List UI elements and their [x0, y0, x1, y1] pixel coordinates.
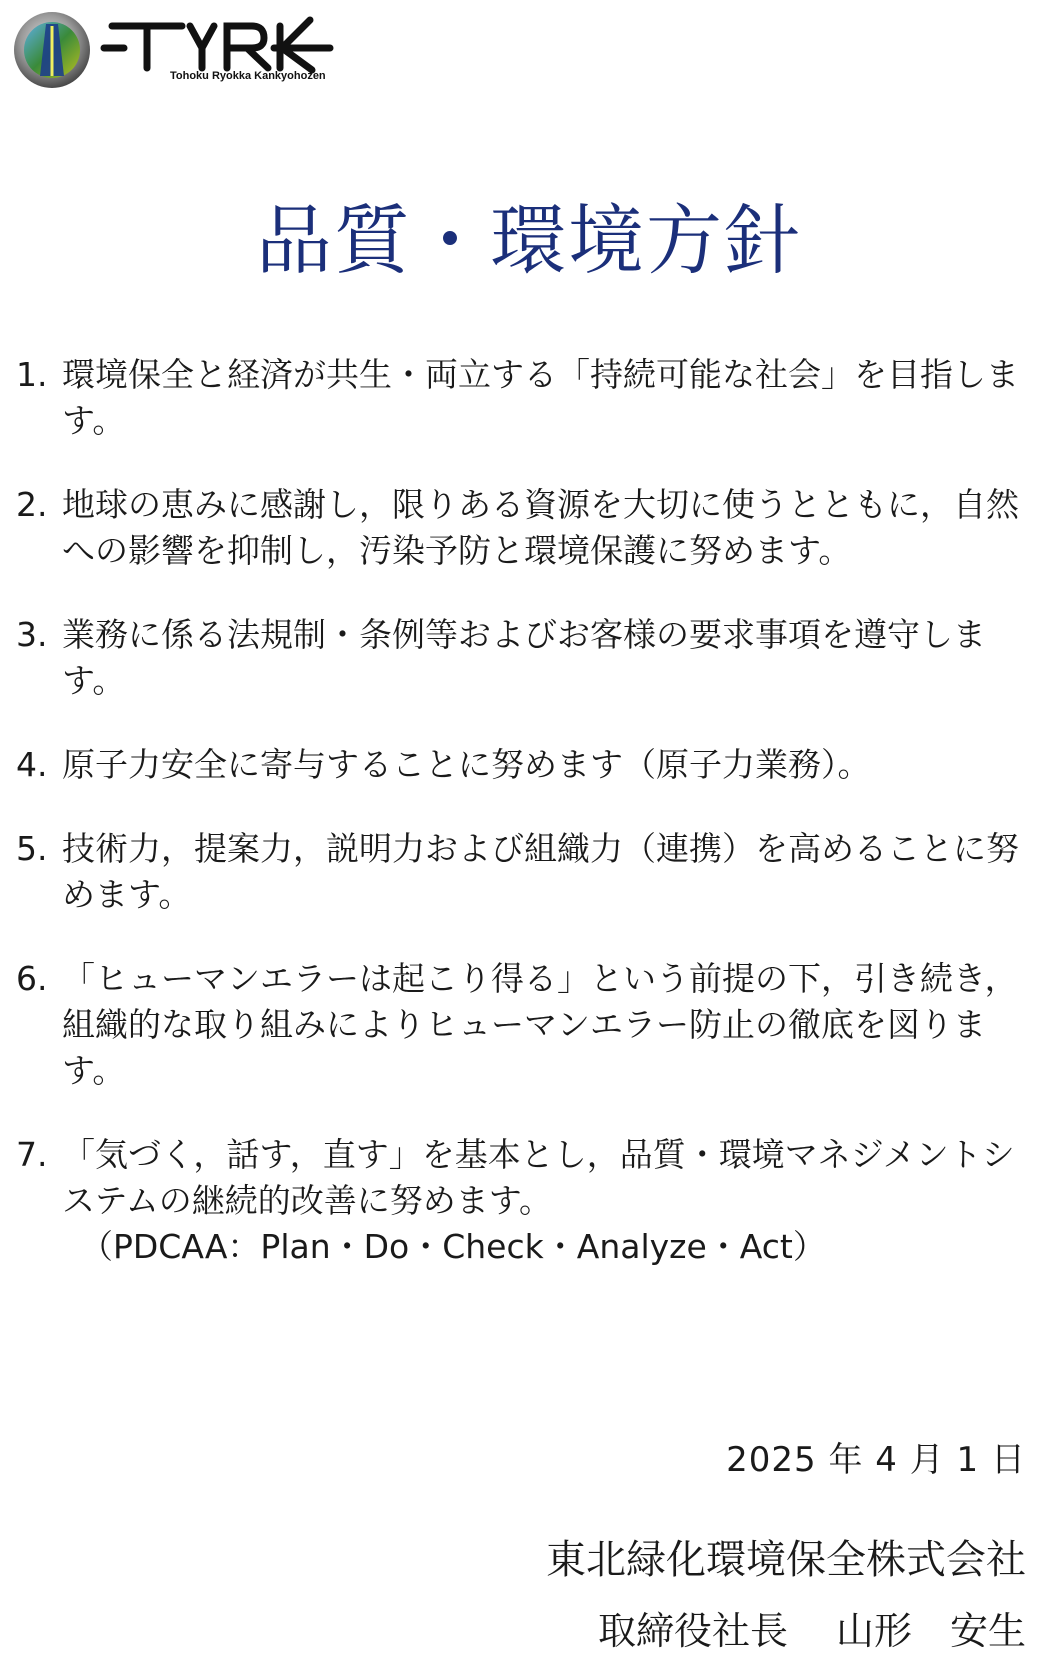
policy-item-6 — [16, 956, 1046, 1094]
policy-item-text: 「気づく，話す，直す」を基本とし，品質・環境マネジメントシステムの継続的改善に努めます。 — [62, 1135, 1015, 1220]
policy-item-number: 3. — [16, 615, 48, 654]
signer-position: 取締役社長 — [597, 1609, 788, 1653]
policy-item-text: 地球の恵みに感謝し，限りある資源を大切に使うとともに，自然への影響を抑制し，汚染予防と環境保護に努めます。 — [62, 485, 1019, 570]
policy-item-text: 業務に係る法規制・条例等およびお客様の要求事項を遵守します。 — [62, 615, 986, 700]
policy-item-5 — [16, 826, 1046, 918]
policy-item-number: 4. — [16, 745, 48, 784]
policy-list — [16, 352, 1046, 1270]
policy-item-number: 1. — [16, 355, 48, 394]
policy-item-text: 「ヒューマンエラーは起こり得る」という前提の下，引き続き，組織的な取り組みによりヒューマンエラー防止の徹底を図ります。 — [62, 959, 1018, 1090]
policy-item-text-wrapper — [62, 1132, 1046, 1270]
signer — [598, 1600, 1026, 1655]
policy-item-note: （PDCAA：Plan・Do・Check・Analyze・Act） — [80, 1227, 826, 1266]
company-name: 東北緑化環境保全株式会社 — [546, 1537, 1026, 1583]
logo-tagline: Tohoku Ryokka Kankyohozen — [170, 70, 326, 82]
page-title: 品質・環境方針 — [256, 195, 802, 285]
company-logo — [12, 8, 372, 92]
signer-name: 山形 安生 — [835, 1609, 1026, 1653]
policy-item-number: 6. — [16, 959, 48, 998]
policy-item-7 — [16, 1132, 1046, 1270]
policy-item-number: 2. — [16, 485, 48, 524]
policy-item-text: 環境保全と経済が共生・両立する「持続可能な社会」を目指します。 — [62, 355, 1019, 440]
issue-date: 2025 年 4 月 1 日 — [726, 1440, 1026, 1480]
policy-item-number: 7. — [16, 1135, 48, 1174]
policy-item-2 — [16, 482, 1046, 574]
policy-item-4 — [16, 742, 1046, 788]
policy-item-1 — [16, 352, 1046, 444]
policy-item-3 — [16, 612, 1046, 704]
policy-item-number: 5. — [16, 829, 48, 868]
policy-item-text: 技術力，提案力，説明力および組織力（連携）を高めることに努めます。 — [62, 829, 1019, 914]
policy-item-text: 原子力安全に寄与することに努めます（原子力業務）。 — [62, 745, 871, 784]
